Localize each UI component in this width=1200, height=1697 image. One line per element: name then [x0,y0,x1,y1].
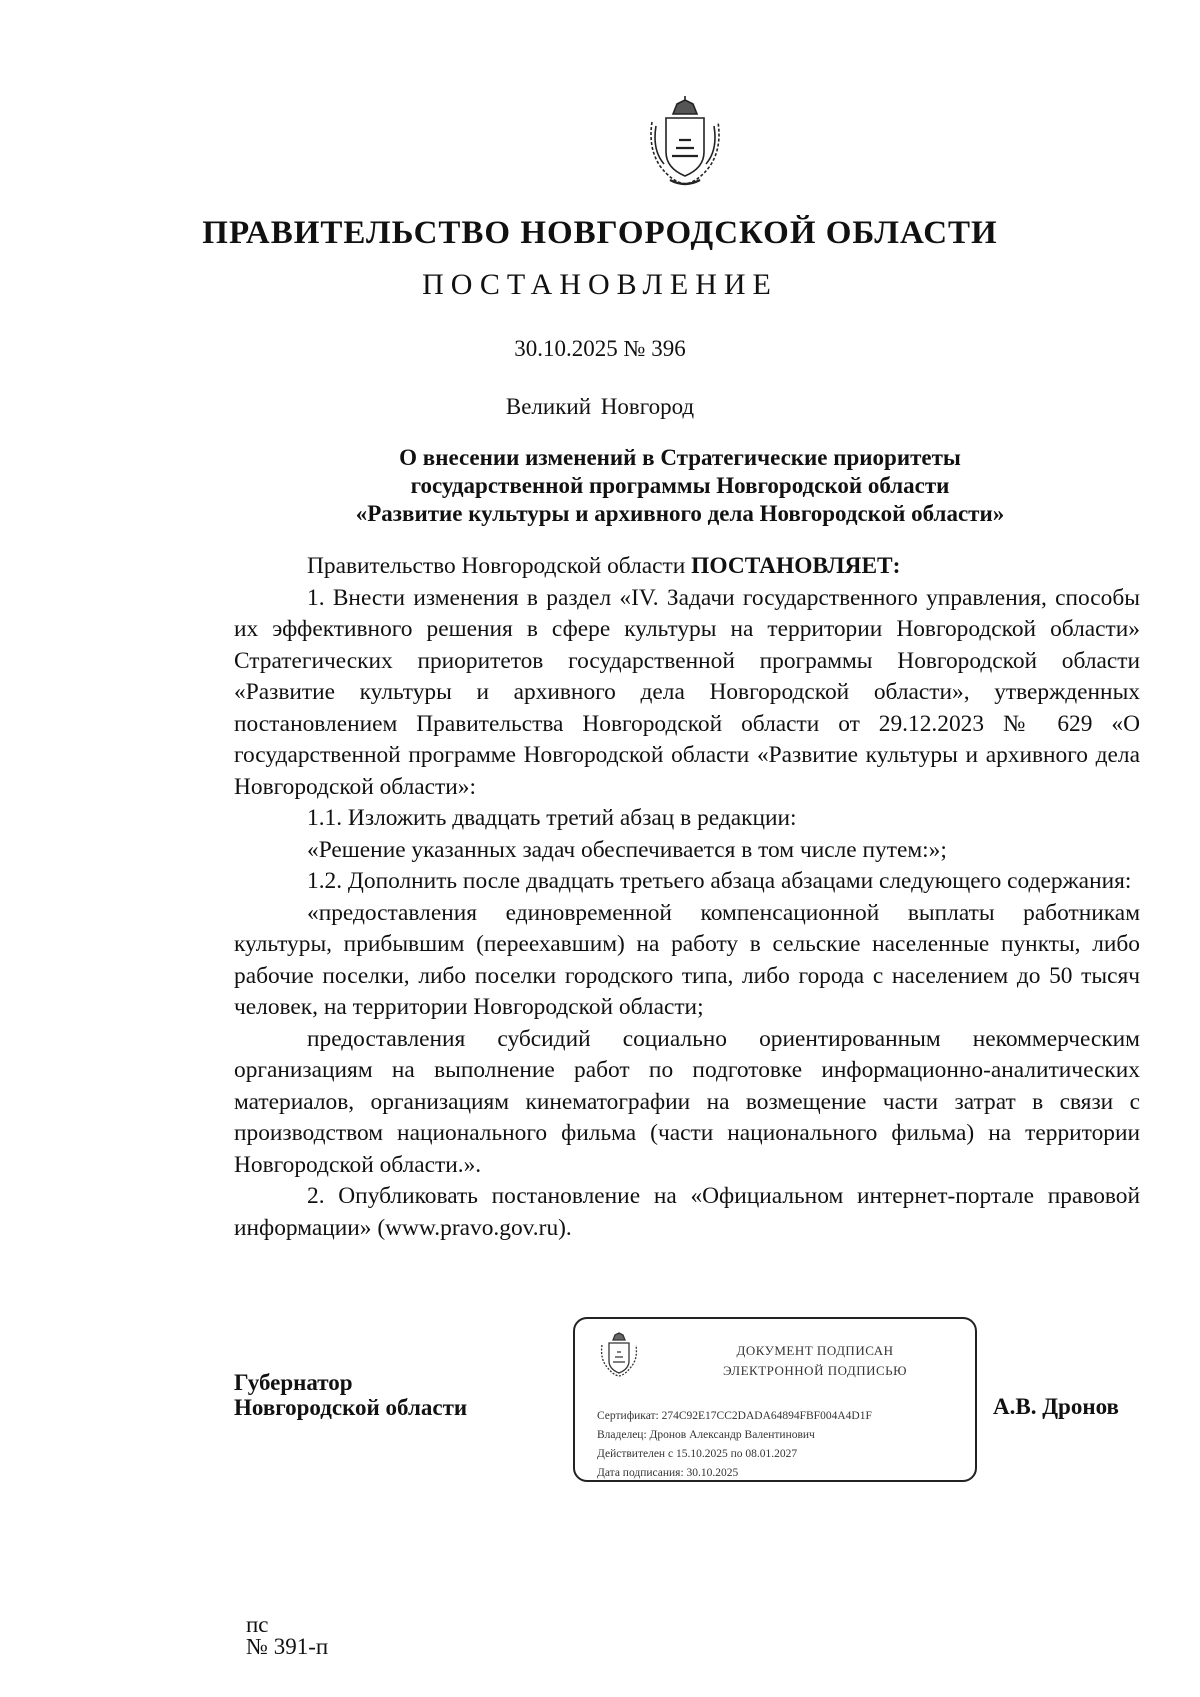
document-city: Великий Новгород [505,394,695,419]
lead-text: Правительство Новгородской области [307,553,686,579]
paragraph-1-1-quote: «Решение указанных задач обеспечивается в том числе путем:»; [307,836,947,863]
position-line: Новгородской области [234,1395,468,1420]
signatory-position [234,1370,467,1420]
lead-resolves: ПОСТАНОВЛЯЕТ: [691,553,901,579]
stamp-details [597,1407,872,1483]
subject-line: О внесении изменений в Стратегические приоритеты [399,445,961,470]
stamp-title-line: ЭЛЕКТРОННОЙ ПОДПИСЬЮ [723,1363,907,1378]
stamp-certificate: Сертификат: 274C92E17CC2DADA64894FBF004A4D1F [597,1410,872,1422]
footer-mark: пс [246,1612,269,1637]
footer-note [246,1614,328,1658]
document-date-number: 30.10.2025 № 396 [514,336,686,361]
paragraph-1-1: 1.1. Изложить двадцать третий абзац в редакции: [307,805,797,831]
stamp-title [675,1341,955,1381]
stamp-coat-of-arms-icon [599,1331,639,1377]
document-subject [300,444,1060,528]
paragraph-1-2: 1.2. Дополнить после двадцать третьего абзаца абзацами следующего содержания: [307,868,1132,894]
subject-line: «Развитие культуры и архивного дела Новгородской области» [355,501,1005,526]
electronic-signature-stamp [573,1317,977,1482]
signatory-name: А.В. Дронов [993,1394,1119,1419]
footer-reg-number: № 391-п [246,1634,329,1659]
document-type: ПОСТАНОВЛЕНИЕ [422,268,778,301]
subject-line: государственной программы Новгородской области [410,473,950,498]
stamp-title-line: ДОКУМЕНТ ПОДПИСАН [736,1343,894,1358]
paragraph-1-2-a: «предоставления единовременной компенсационной выплаты работникам культуры, прибывшим (переехавшим) на работу в сельские населенные пункты, либо рабочие поселки, либо поселки городского типа, либо города с населением до 50 тысяч человек, на территории Новгородской области; [234,899,1140,1020]
paragraph-1: 1. Внести изменения в раздел «IV. Задачи государственного управления, способы их эффективного решения в сфере культуры на территории Новгородской области» Стратегических приоритетов государственной программы Новгородской области «Развитие культуры и архивного дела Новгородской области», утвержденных постановлением Правительства Новгородской области от 29.12.2023 № 629 «О государственной программе Новгородской области «Развитие культуры и архивного дела Новгородской области»: [234,584,1140,800]
stamp-validity: Действителен с 15.10.2025 по 08.01.2027 [597,1448,798,1460]
paragraph-2: 2. Опубликовать постановление на «Официальном интернет-портале правовой информации» (www.pravo.gov.ru). [234,1183,1140,1241]
resolution-lead [234,551,1140,583]
document-body [234,551,1140,1244]
paragraph-1-2-b: предоставления субсидий социально ориентированным некоммерческим организациям на выполнение работ по подготовке информационно-аналитических материалов, организациям кинематографии на возмещение части затрат в связи с производством национального фильма (части национального фильма) на территории Новгородской области.». [234,1025,1140,1178]
regional-coat-of-arms-icon [646,96,724,188]
position-line: Губернатор [234,1370,353,1395]
stamp-owner: Владелец: Дронов Александр Валентинович [597,1429,815,1441]
stamp-sign-date: Дата подписания: 30.10.2025 [597,1467,739,1479]
government-title: ПРАВИТЕЛЬСТВО НОВГОРОДСКОЙ ОБЛАСТИ [202,215,998,251]
